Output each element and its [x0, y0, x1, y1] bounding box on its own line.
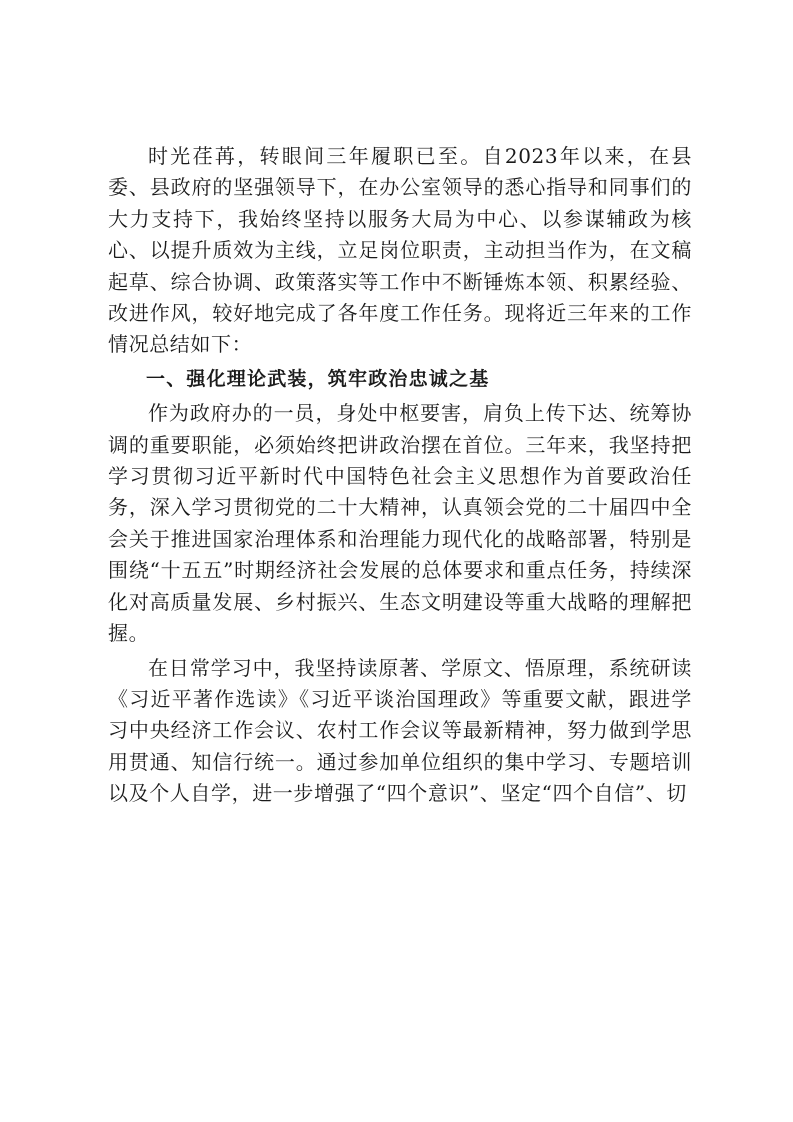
document-body — [108, 141, 692, 813]
section-heading-1: 一、强化理论武装，筑牢政治忠诚之基 — [146, 367, 490, 390]
paragraph-political: 作为政府办的一员，身处中枢要害，肩负上传下达、统筹协调的重要职能，必须始终把讲政治摆在首位。三年来，我坚持把学习贯彻习近平新时代中国特色社会主义思想作为首要政治任务，深入学习贯彻党的二十大精神，认真领会党的二十届四中全会关于推进国家治理体系和治理能力现代化的战略部署，特别是围绕“十五五”时期经济社会发展的总体要求和重点任务，持续深化对高质量发展、乡村振兴、生态文明建设等重大战略的理解把握。 — [108, 401, 692, 646]
paragraph-study: 在日常学习中，我坚持读原著、学原文、悟原理，系统研读《习近平著作选读》《习近平谈治国理政》等重要文献，跟进学习中央经济工作会议、农村工作会议等最新精神，努力做到学思用贯通、知信行统一。通过参加单位组织的集中学习、专题培训以及个人自学，进一步增强了“四个意识”、坚定“四个自信”、切 — [108, 655, 692, 806]
paragraph-intro: 时光荏苒，转眼间三年履职已至。自2023年以来，在县委、县政府的坚强领导下，在办公室领导的悉心指导和同事们的大力支持下，我始终坚持以服务大局为中心、以参谋辅政为核心、以提升质效为主线，立足岗位职责，主动担当作为，在文稿起草、综合协调、政策落实等工作中不断锤炼本领、积累经验、改进作风，较好地完成了各年度工作任务。现将近三年来的工作情况总结如下： — [108, 144, 692, 357]
